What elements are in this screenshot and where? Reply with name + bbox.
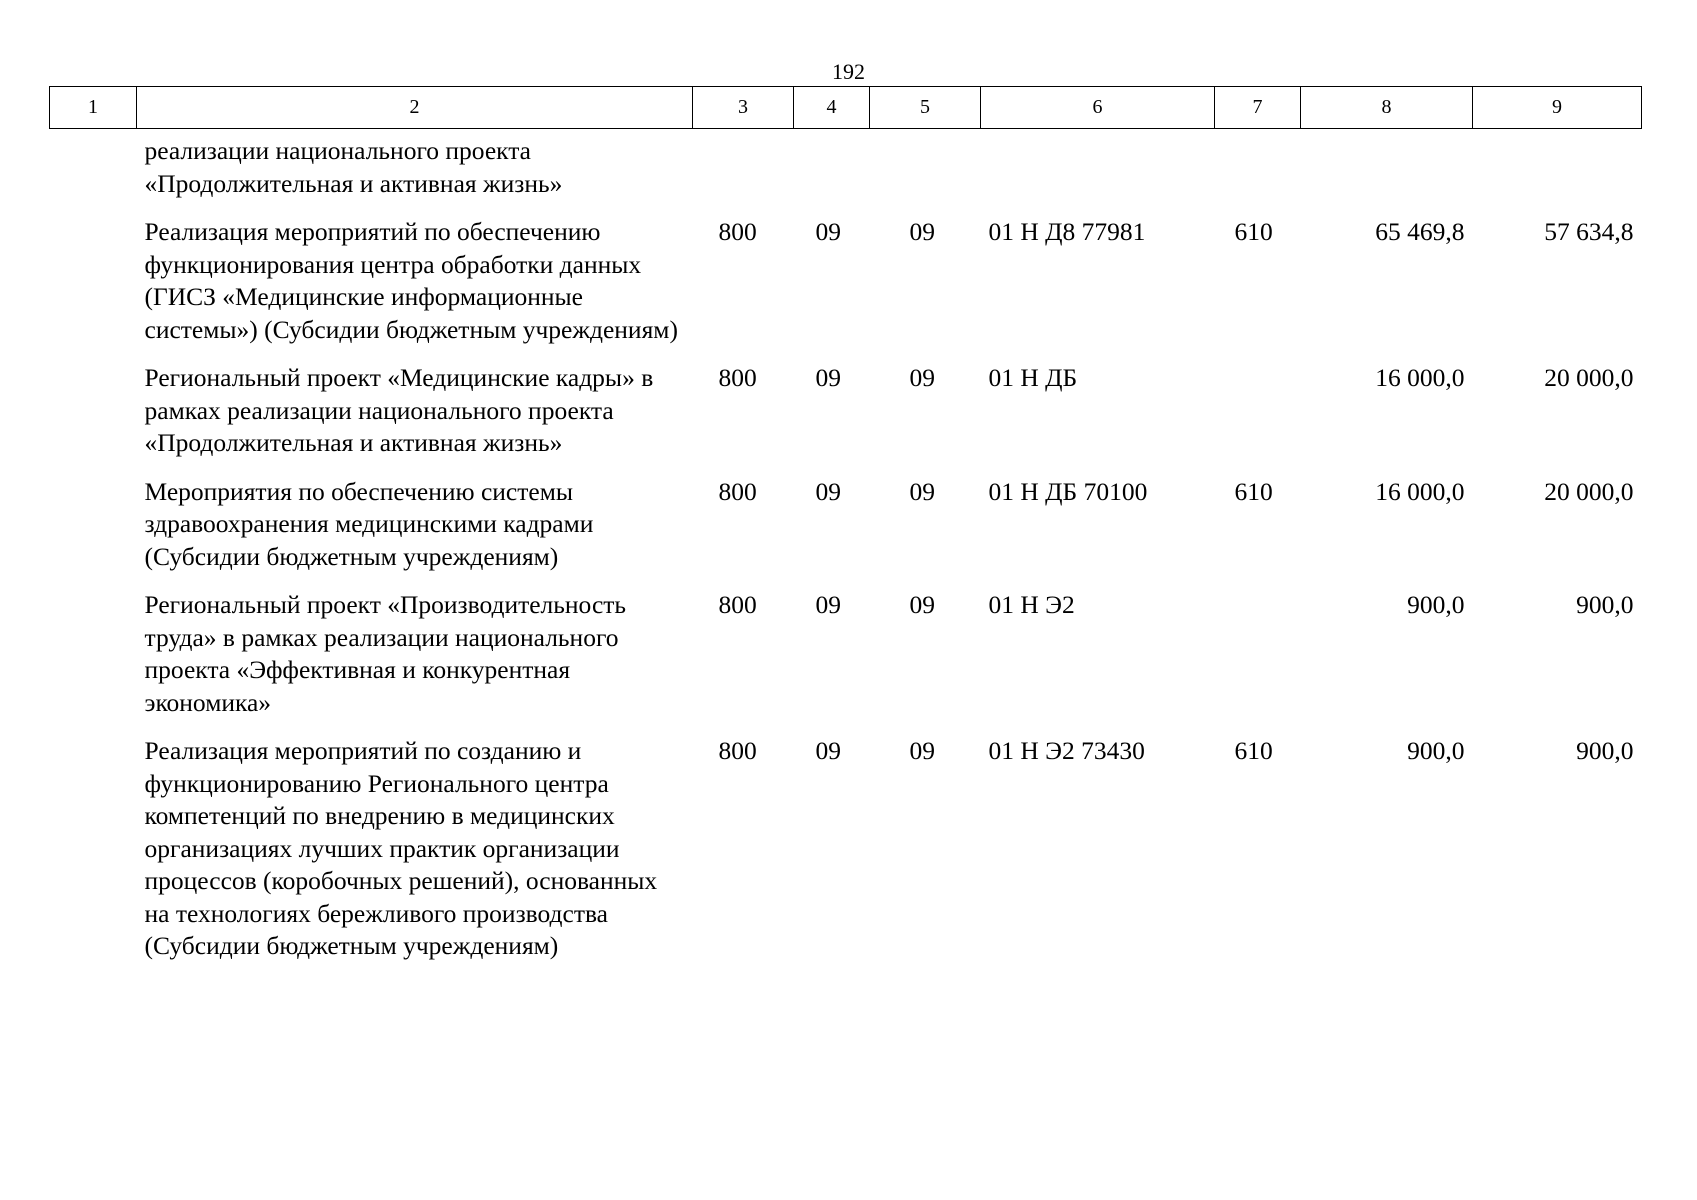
table-row	[50, 476, 1642, 590]
row-name: реализации национального проекта «Продолжительная и активная жизнь»	[144, 136, 563, 198]
row-section: 09	[815, 476, 841, 506]
row-target-article: 01 Н ДБ	[988, 363, 1078, 392]
row-target-article: 01 Н Э2	[988, 590, 1075, 619]
row-sum-year-2	[1473, 129, 1642, 217]
row-target-article	[981, 129, 1215, 217]
row-name: Мероприятия по обеспечению системы здравоохранения медицинскими кадрами (Субсидии бюджетным учреждениям)	[144, 476, 594, 571]
row-admin-code: 800	[718, 476, 757, 506]
header-col-6: 6	[981, 87, 1215, 129]
row-sum-year-2: 57 634,8	[1544, 217, 1634, 246]
header-col-3: 3	[693, 87, 794, 129]
header-row	[50, 87, 1642, 129]
page-number: 192	[832, 59, 865, 84]
row-expense-type	[1215, 362, 1301, 476]
table-row	[50, 129, 1642, 217]
header-col-1: 1	[50, 87, 137, 129]
row-admin-code: 800	[718, 590, 757, 619]
row-sum-year-1: 65 469,8	[1375, 217, 1465, 246]
row-sum-year-2: 20 000,0	[1544, 476, 1634, 506]
row-target-article: 01 Н Э2 73430	[988, 736, 1145, 765]
row-expense-type: 610	[1234, 736, 1273, 765]
row-target-article: 01 Н ДБ 70100	[988, 476, 1148, 506]
table-row	[50, 362, 1642, 476]
row-name: Региональный проект «Медицинские кадры» в рамках реализации национального проекта «Продолжительная и активная жизнь»	[144, 363, 654, 457]
row-sum-year-1: 900,0	[1407, 736, 1465, 765]
row-admin-code: 800	[718, 217, 757, 246]
table-row	[50, 735, 1642, 979]
row-section: 09	[815, 217, 841, 246]
row-sum-year-1: 16 000,0	[1375, 363, 1465, 392]
row-target-article: 01 Н Д8 77981	[988, 217, 1146, 246]
row-sum-year-2: 900,0	[1576, 590, 1634, 619]
row-section: 09	[815, 590, 841, 619]
row-subsection	[870, 129, 981, 217]
header-col-4: 4	[794, 87, 870, 129]
row-name: Реализация мероприятий по обеспечению функционирования центра обработки данных (ГИСЗ «Медицинские информационные системы») (Субсидии бюджетным учреждениям)	[144, 217, 678, 344]
budget-table	[49, 86, 1642, 979]
row-expense-type	[1215, 589, 1301, 735]
header-col-7: 7	[1215, 87, 1301, 129]
header-col-8: 8	[1301, 87, 1473, 129]
table-row	[50, 589, 1642, 735]
header-col-9: 9	[1473, 87, 1642, 129]
row-expense-type: 610	[1234, 476, 1273, 506]
row-subsection: 09	[909, 736, 935, 765]
row-subsection: 09	[909, 476, 935, 506]
row-sum-year-2: 900,0	[1576, 736, 1634, 765]
row-sum-year-1: 900,0	[1407, 590, 1465, 619]
row-subsection: 09	[909, 217, 935, 246]
table-body	[50, 129, 1642, 979]
header-col-5: 5	[870, 87, 981, 129]
row-admin-code	[693, 129, 794, 217]
row-sum-year-1: 16 000,0	[1375, 476, 1465, 506]
row-expense-type: 610	[1234, 217, 1273, 246]
row-sum-year-1	[1301, 129, 1473, 217]
row-admin-code: 800	[718, 363, 757, 392]
row-subsection: 09	[909, 363, 935, 392]
row-admin-code: 800	[718, 736, 757, 765]
row-sum-year-2: 20 000,0	[1544, 363, 1634, 392]
table-row	[50, 216, 1642, 362]
header-col-2: 2	[137, 87, 693, 129]
row-section: 09	[815, 736, 841, 765]
table-header	[50, 87, 1642, 129]
row-name: Региональный проект «Производительность труда» в рамках реализации национального проекта «Эффективная и конкурентная экономика»	[144, 590, 627, 717]
row-section	[794, 129, 870, 217]
row-expense-type	[1215, 129, 1301, 217]
row-name: Реализация мероприятий по созданию и функционированию Регионального центра компетенций по внедрению в медицинских организациях лучших практик организации процессов (коробочных решений), основанных на технологиях бережливого производства (Субсидии бюджетным учреждениям)	[144, 736, 658, 960]
row-section: 09	[815, 363, 841, 392]
row-subsection: 09	[909, 590, 935, 619]
